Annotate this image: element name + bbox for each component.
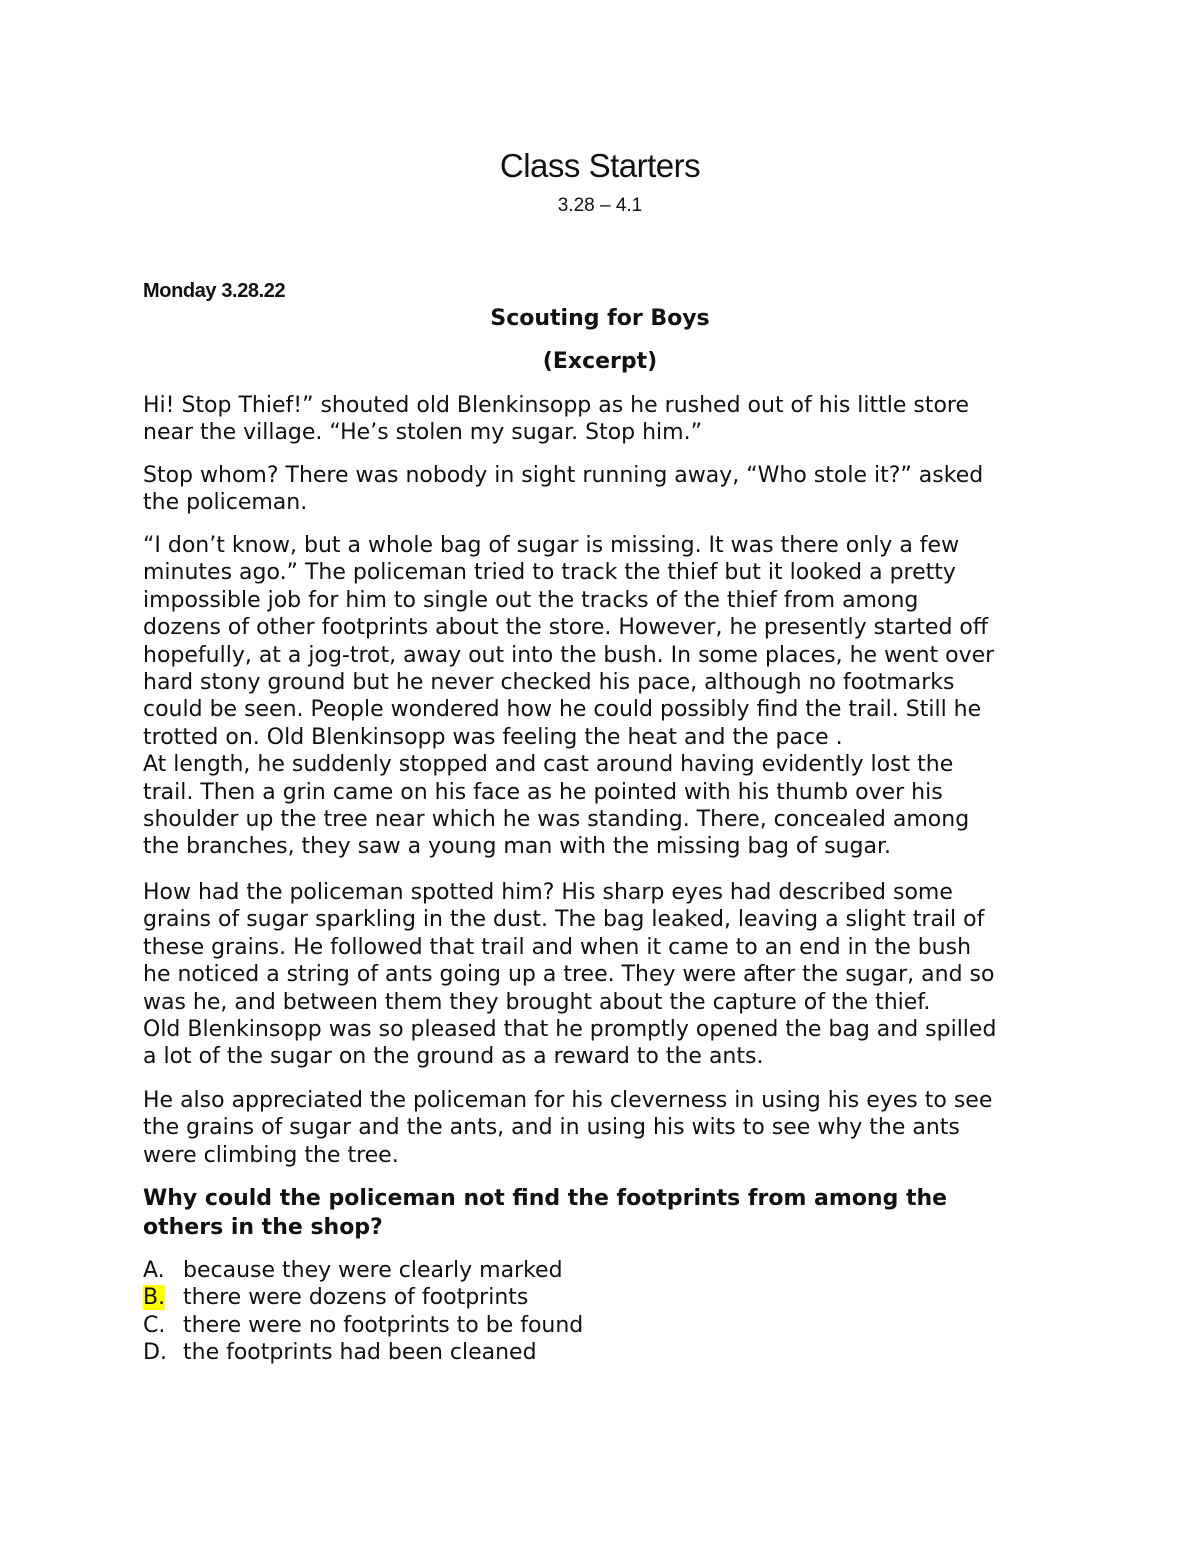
paragraph-line: these grains. He followed that trail and when it came to an end in the bush	[143, 934, 972, 960]
paragraph-4	[143, 879, 1063, 1071]
paragraph-line: Stop whom? There was nobody in sight running away, “Who stole it?” asked	[143, 463, 984, 488]
paragraph-line: impossible job for him to single out the tracks of the thief from among	[143, 587, 919, 613]
story-subtitle: (Excerpt)	[542, 349, 658, 374]
paragraph-line: “I don’t know, but a whole bag of sugar is missing. It was there only a few	[143, 533, 960, 558]
paragraph-3	[143, 532, 1063, 861]
paragraph-2	[143, 462, 1063, 517]
paragraph-line: Hi! Stop Thief!” shouted old Blenkinsopp as he rushed out of his little store	[143, 393, 970, 418]
question-line: others in the shop?	[143, 1214, 383, 1240]
paragraph-5	[143, 1087, 1063, 1169]
question-line: Why could the policeman not find the footprints from among the	[143, 1186, 948, 1211]
paragraph-1	[143, 392, 1063, 447]
paragraph-line: trotted on. Old Blenkinsopp was feeling the heat and the pace .	[143, 724, 843, 750]
paragraph-line: Old Blenkinsopp was so pleased that he promptly opened the bag and spilled	[143, 1016, 997, 1042]
option-text: the footprints had been cleaned	[183, 1340, 537, 1366]
paragraph-line: How had the policeman spotted him? His sharp eyes had described some	[143, 880, 953, 905]
paragraph-line: grains of sugar sparkling in the dust. The bag leaked, leaving a slight trail of	[143, 907, 985, 933]
option-text: there were dozens of footprints	[183, 1285, 529, 1311]
paragraph-line: a lot of the sugar on the ground as a reward to the ants.	[143, 1044, 764, 1070]
story-title: Scouting for Boys	[490, 306, 710, 331]
paragraph-line: the grains of sugar and the ants, and in using his wits to see why the ants	[143, 1115, 960, 1141]
option-text: because they were clearly marked	[183, 1258, 563, 1283]
option-d	[143, 1339, 537, 1366]
paragraph-line: shoulder up the tree near which he was standing. There, concealed among	[143, 806, 970, 832]
paragraph-line: could be seen. People wondered how he could possibly find the trail. Still he	[143, 697, 982, 723]
paragraph-line: the branches, they saw a young man with the missing bag of sugar.	[143, 834, 891, 860]
option-letter-highlighted: B.	[143, 1285, 166, 1311]
page-title: Class Starters	[499, 147, 701, 184]
paragraph-line: dozens of other footprints about the store. However, he presently started off	[143, 615, 989, 641]
option-letter: C.	[143, 1312, 166, 1338]
answer-options	[143, 1257, 584, 1367]
paragraph-line: near the village. “He’s stolen my sugar. Stop him.”	[143, 420, 702, 446]
date-range: 3.28 – 4.1	[557, 195, 643, 216]
paragraph-line: the policeman.	[143, 490, 308, 516]
option-a	[143, 1257, 563, 1284]
option-c	[143, 1312, 584, 1339]
option-letter: A.	[143, 1258, 165, 1283]
paragraph-line: He also appreciated the policeman for his cleverness in using his eyes to see	[143, 1088, 993, 1113]
paragraph-line: was he, and between them they brought about the capture of the thief.	[143, 989, 931, 1015]
option-b	[143, 1284, 529, 1311]
paragraph-line: were climbing the tree.	[143, 1142, 399, 1168]
option-letter: D.	[143, 1340, 167, 1366]
paragraph-line: At length, he suddenly stopped and cast around having evidently lost the	[143, 752, 954, 778]
paragraph-line: he noticed a string of ants going up a tree. They were after the sugar, and so	[143, 962, 995, 988]
paragraph-line: trail. Then a grin came on his face as he pointed with his thumb over his	[143, 779, 943, 805]
paragraph-line: hopefully, at a jog-trot, away out into the bush. In some places, he went over	[143, 642, 995, 668]
day-heading: Monday 3.28.22	[143, 280, 286, 302]
paragraph-line: hard stony ground but he never checked his pace, although no footmarks	[143, 669, 955, 695]
option-text: there were no footprints to be found	[183, 1312, 584, 1338]
question	[143, 1185, 947, 1242]
paragraph-line: minutes ago.” The policeman tried to track the thief but it looked a pretty	[143, 560, 956, 586]
